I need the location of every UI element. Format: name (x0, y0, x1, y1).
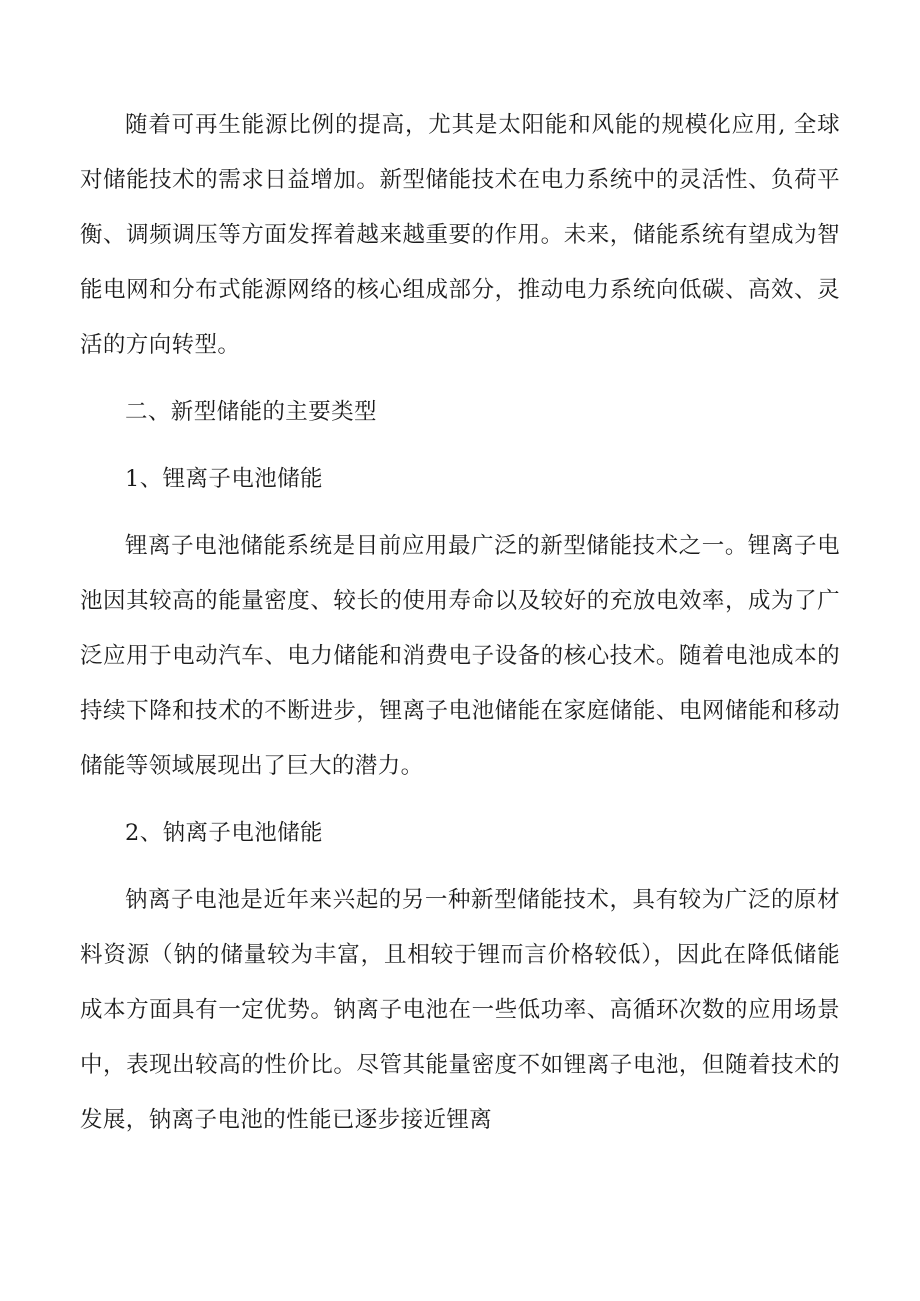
document-body (80, 98, 840, 1148)
subheading-sodium-ion: 2、钠离子电池储能 (125, 820, 323, 846)
subheading-lithium-ion: 1、锂离子电池储能 (125, 466, 323, 492)
paragraph-renewable-energy-intro: 随着可再生能源比例的提高，尤其是太阳能和风能的规模化应用, 全球对储能技术的需求日益增加。新型储能技术在电力系统中的灵活性、负荷平衡、调频调压等方面发挥着越来越重要的作用。未来，储能系统有望成为智能电网和分布式能源网络的核心组成部分，推动电力系统向低碳、高效、灵活的方向转型。 (80, 112, 840, 358)
paragraph-lithium-ion: 锂离子电池储能系统是目前应用最广泛的新型储能技术之一。锂离子电池因其较高的能量密度、较长的使用寿命以及较好的充放电效率，成为了广泛应用于电动汽车、电力储能和消费电子设备的核心技术。随着电池成本的持续下降和技术的不断进步，锂离子电池储能在家庭储能、电网储能和移动储能等领域展现出了巨大的潜力。 (80, 533, 840, 779)
paragraph-sodium-ion: 钠离子电池是近年来兴起的另一种新型储能技术，具有较为广泛的原材料资源（钠的储量较为丰富，且相较于锂而言价格较低），因此在降低储能成本方面具有一定优势。钠离子电池在一些低功率、高循环次数的应用场景中，表现出较高的性价比。尽管其能量密度不如锂离子电池，但随着技术的发展，钠离子电池的性能已逐步接近锂离 (80, 887, 840, 1133)
section-heading-main-types: 二、新型储能的主要类型 (125, 399, 377, 425)
